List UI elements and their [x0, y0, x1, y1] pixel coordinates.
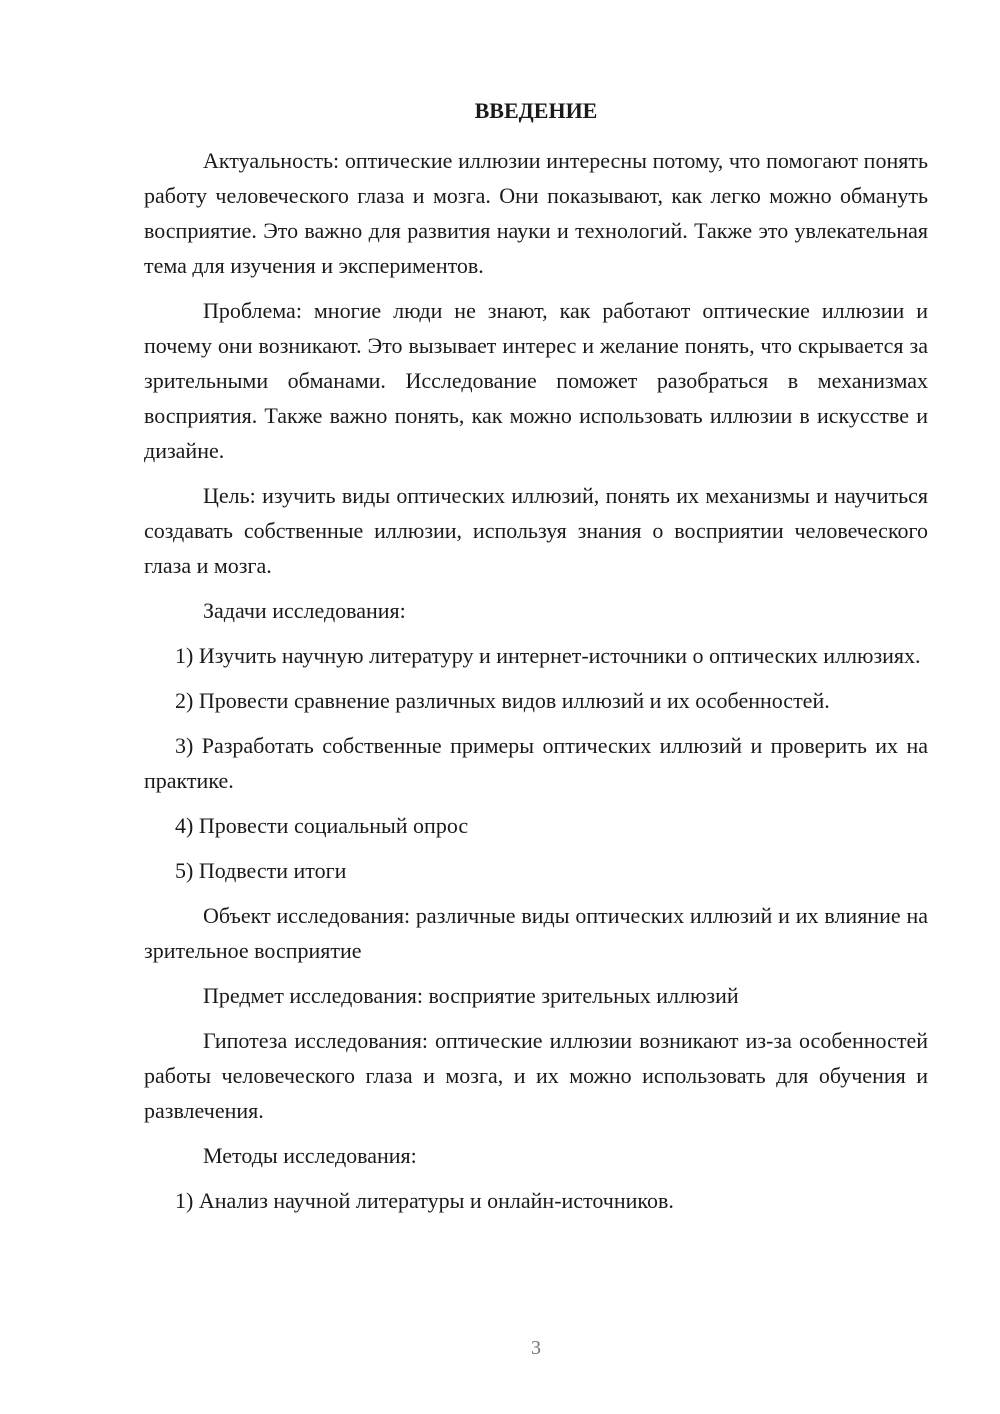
task-item-3: 3) Разработать собственные примеры оптических иллюзий и проверить их на практике.	[144, 733, 928, 793]
method-item-1: 1) Анализ научной литературы и онлайн-источников.	[175, 1188, 674, 1213]
paragraph-relevance: Актуальность: оптические иллюзии интересны потому, что помогают понять работу человеческого глаза и мозга. Они показывают, как легко можно обмануть восприятие. Это важно для развития науки и технологий. Также это увлекательная тема для изучения и экспериментов.	[144, 148, 928, 278]
task-item-1: 1) Изучить научную литературу и интернет-источники о оптических иллюзиях.	[175, 643, 921, 668]
paragraph-goal: Цель: изучить виды оптических иллюзий, понять их механизмы и научиться создавать собственные иллюзии, используя знания о восприятии человеческого глаза и мозга.	[144, 483, 928, 578]
section-heading: ВВЕДЕНИЕ	[474, 98, 598, 123]
tasks-heading: Задачи исследования:	[203, 598, 406, 623]
task-item-2: 2) Провести сравнение различных видов иллюзий и их особенностей.	[175, 688, 830, 713]
task-item-5: 5) Подвести итоги	[175, 858, 347, 883]
page-number: 3	[531, 1337, 541, 1359]
paragraph-hypothesis: Гипотеза исследования: оптические иллюзии возникают из-за особенностей работы человеческого глаза и мозга, и их можно использовать для обучения и развлечения.	[144, 1028, 928, 1123]
task-item-4: 4) Провести социальный опрос	[175, 813, 469, 838]
paragraph-subject: Предмет исследования: восприятие зрительных иллюзий	[203, 983, 739, 1008]
methods-heading: Методы исследования:	[203, 1143, 417, 1168]
paragraph-problem: Проблема: многие люди не знают, как работают оптические иллюзии и почему они возникают. Это вызывает интерес и желание понять, что скрывается за зрительными обманами. Исследование поможет разобраться в механизмах восприятия. Также важно понять, как можно использовать иллюзии в искусстве и дизайне.	[144, 298, 928, 463]
paragraph-object: Объект исследования: различные виды оптических иллюзий и их влияние на зрительное восприятие	[144, 903, 928, 963]
document-body	[144, 143, 928, 1228]
